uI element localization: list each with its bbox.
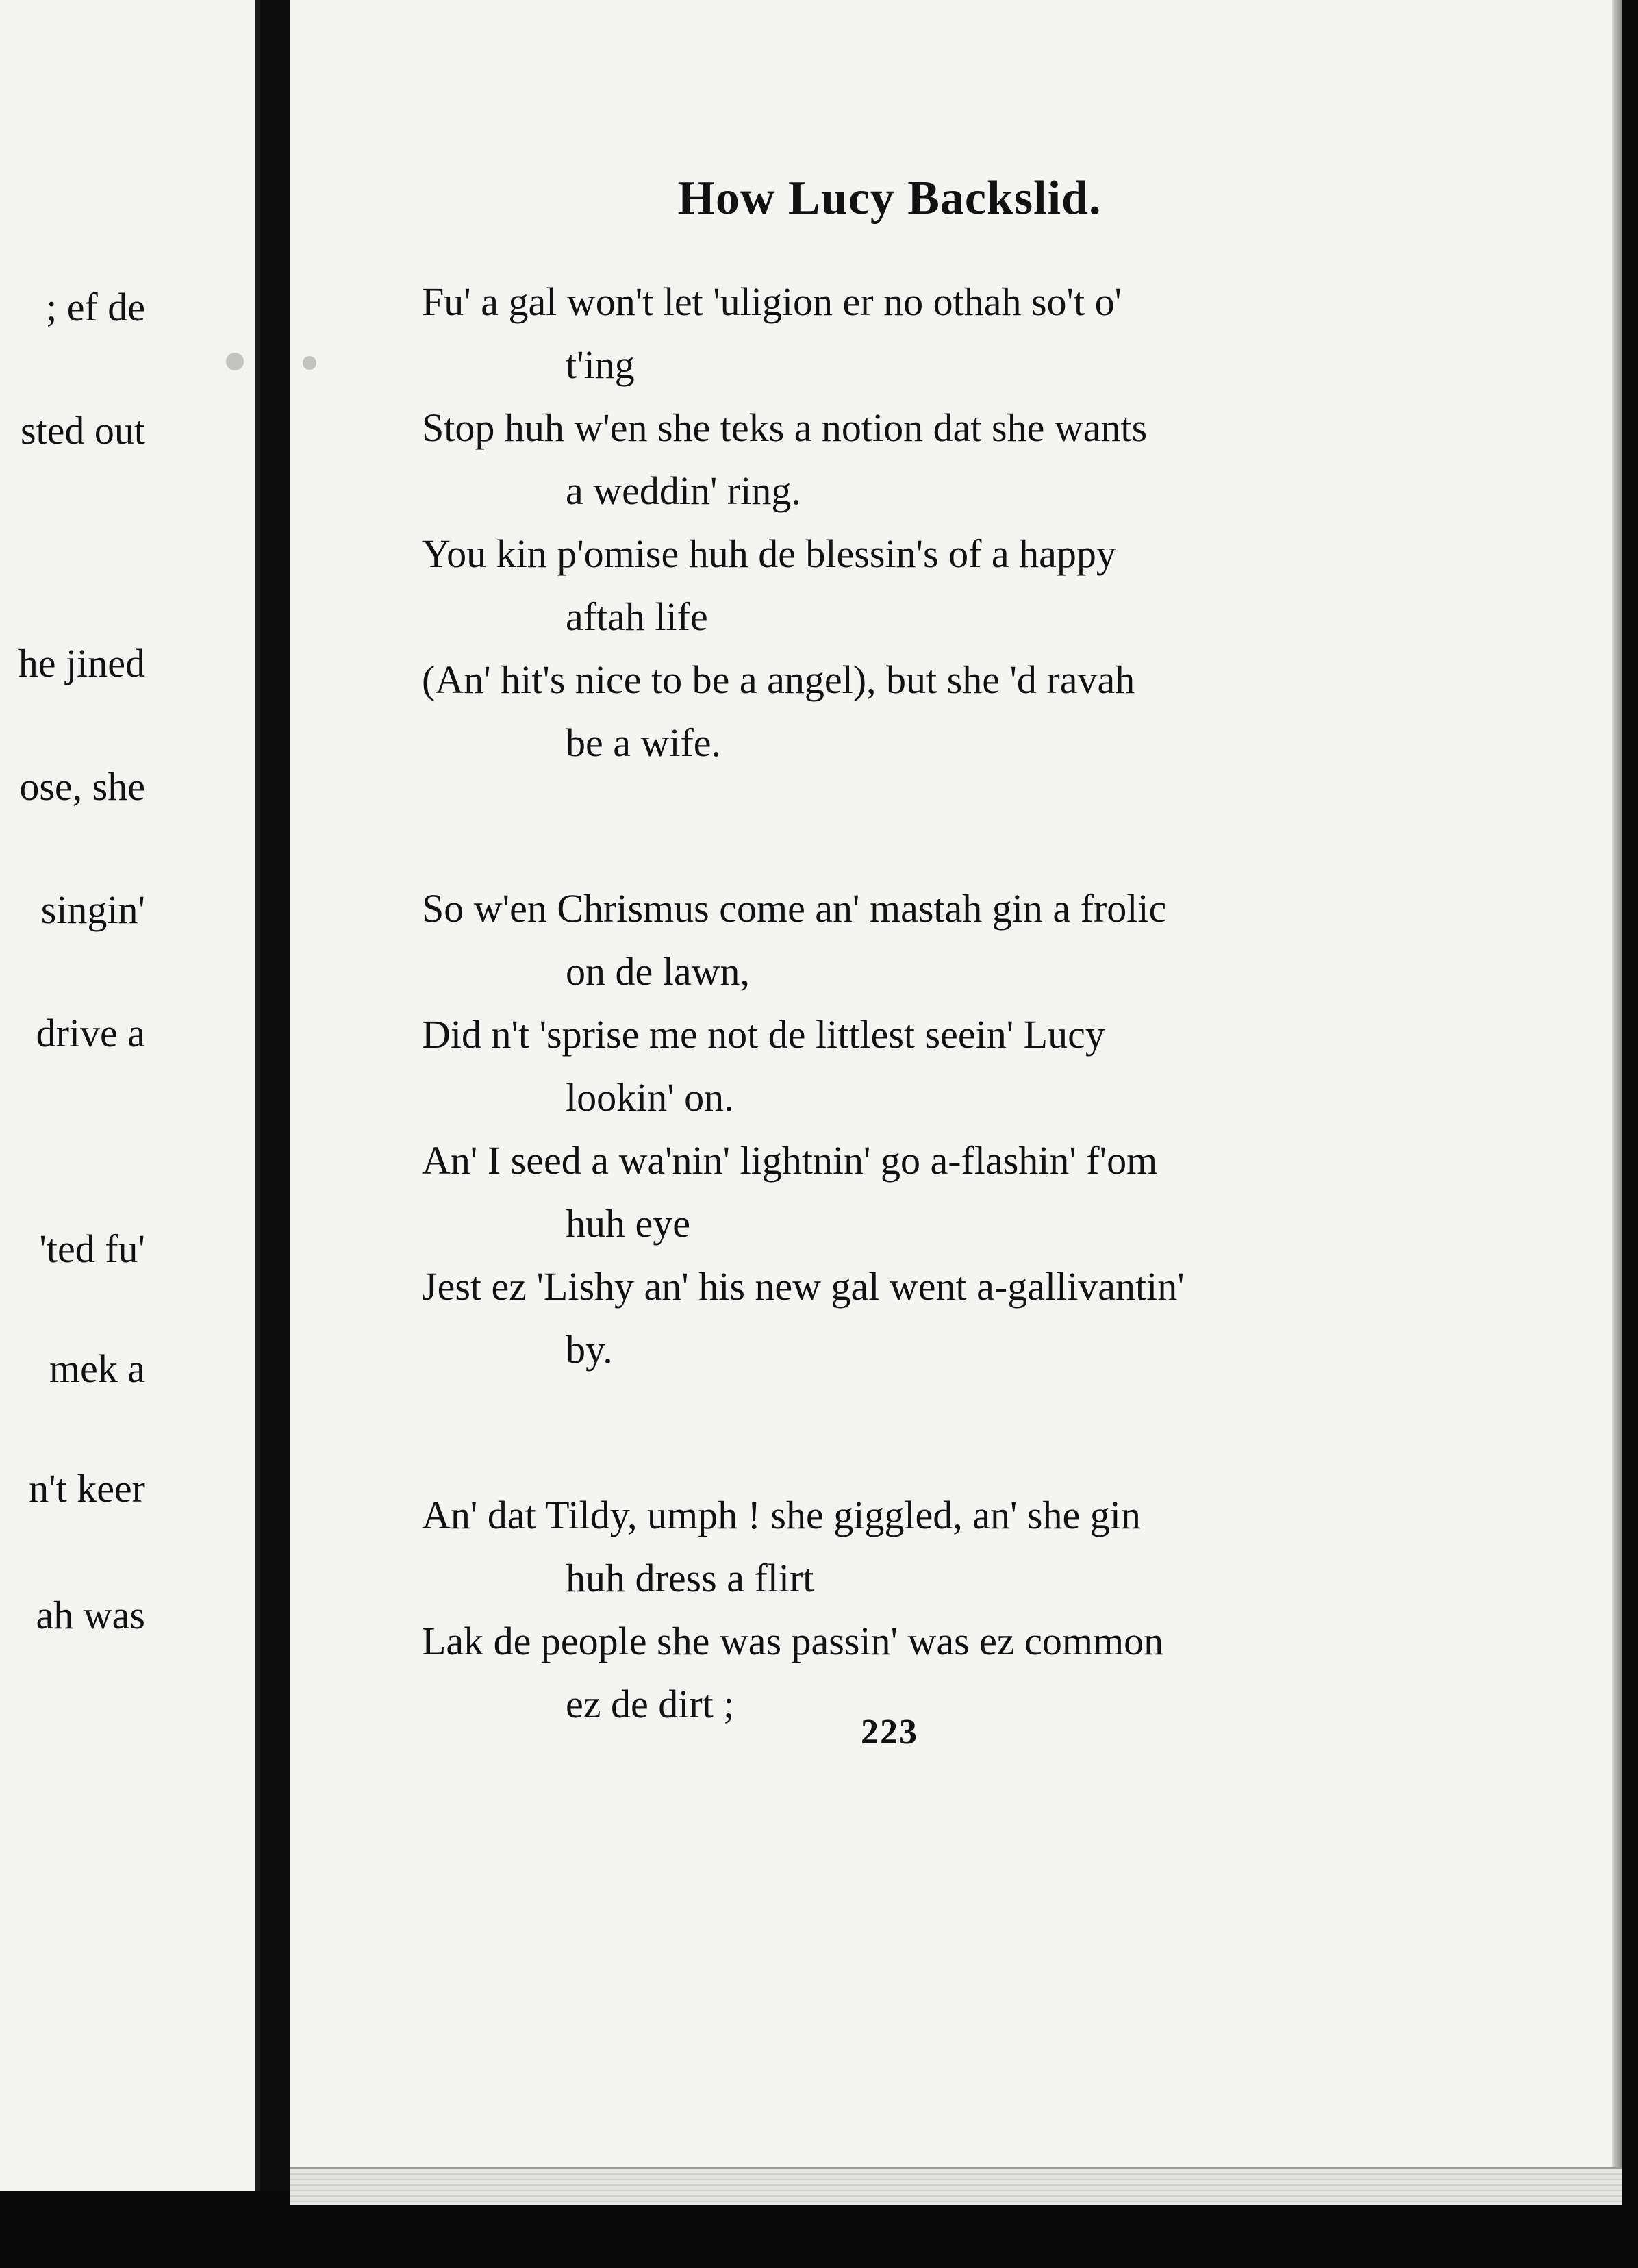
poem-line-continuation: huh dress a flirt — [566, 1556, 814, 1600]
paper-blemish — [226, 353, 244, 370]
stanza — [422, 877, 1622, 1381]
left-page-fragment: ose, she — [19, 764, 145, 809]
poem-line: (An' hit's nice to be a angel), but she 'd ravah — [422, 657, 1135, 702]
poem-line: So w'en Chrismus come an' mastah gin a frolic — [422, 886, 1167, 931]
poem-line: Did n't 'sprise me not de littlest seein' Lucy — [422, 1012, 1105, 1057]
left-page-fragment: ; ef de — [46, 285, 145, 329]
poem-line-continuation: by. — [566, 1327, 613, 1372]
poem-line: Lak de people she was passin' was ez common — [422, 1619, 1164, 1663]
poem-line-continuation: lookin' on. — [566, 1075, 734, 1120]
left-page-fragment: mek a — [49, 1346, 145, 1391]
poem-line: An' dat Tildy, umph ! she giggled, an' she gin — [422, 1493, 1141, 1537]
poem-line-continuation: a weddin' ring. — [566, 468, 801, 513]
poem-line-continuation: ez de dirt ; — [566, 1682, 735, 1726]
stanza — [422, 1484, 1622, 1736]
left-page-fragment: sted out — [20, 408, 145, 453]
poem-line: Stop huh w'en she teks a notion dat she wants — [422, 405, 1148, 450]
poem-line-continuation: aftah life — [566, 594, 708, 639]
poem-line: Fu' a gal won't let 'uligion er no othah so't o' — [422, 279, 1122, 324]
left-page-fragment: 'ted fu' — [39, 1226, 145, 1271]
paper-blemish — [303, 356, 316, 370]
poem-line-continuation: huh eye — [566, 1201, 690, 1246]
left-page-fragment: drive a — [36, 1011, 145, 1055]
stanza — [422, 270, 1622, 774]
poem-line-continuation: on de lawn, — [566, 949, 750, 994]
left-page-fragment: ah was — [36, 1593, 145, 1637]
left-page-fragment: n't keer — [29, 1466, 145, 1511]
right-page — [290, 0, 1622, 2205]
poem-title: How Lucy Backslid. — [677, 172, 1102, 225]
poem-line: You kin p'omise huh de blessin's of a happy — [422, 531, 1116, 576]
page-number: 223 — [861, 1713, 918, 1752]
left-page-fragment: he jined — [18, 641, 145, 685]
poem-line-continuation: t'ing — [566, 342, 635, 387]
left-page-fragment: singin' — [40, 887, 145, 932]
poem-line: An' I seed a wa'nin' lightnin' go a-flashin' f'om — [422, 1138, 1158, 1183]
poem-line-continuation: be a wife. — [566, 720, 722, 765]
left-page — [0, 0, 260, 2191]
poem-line: Jest ez 'Lishy an' his new gal went a-gallivantin' — [422, 1264, 1185, 1309]
book-gutter — [260, 0, 290, 2191]
page-edge — [1612, 0, 1622, 2205]
page-bottom-edge — [290, 2167, 1622, 2205]
poem-body — [422, 270, 1622, 1736]
